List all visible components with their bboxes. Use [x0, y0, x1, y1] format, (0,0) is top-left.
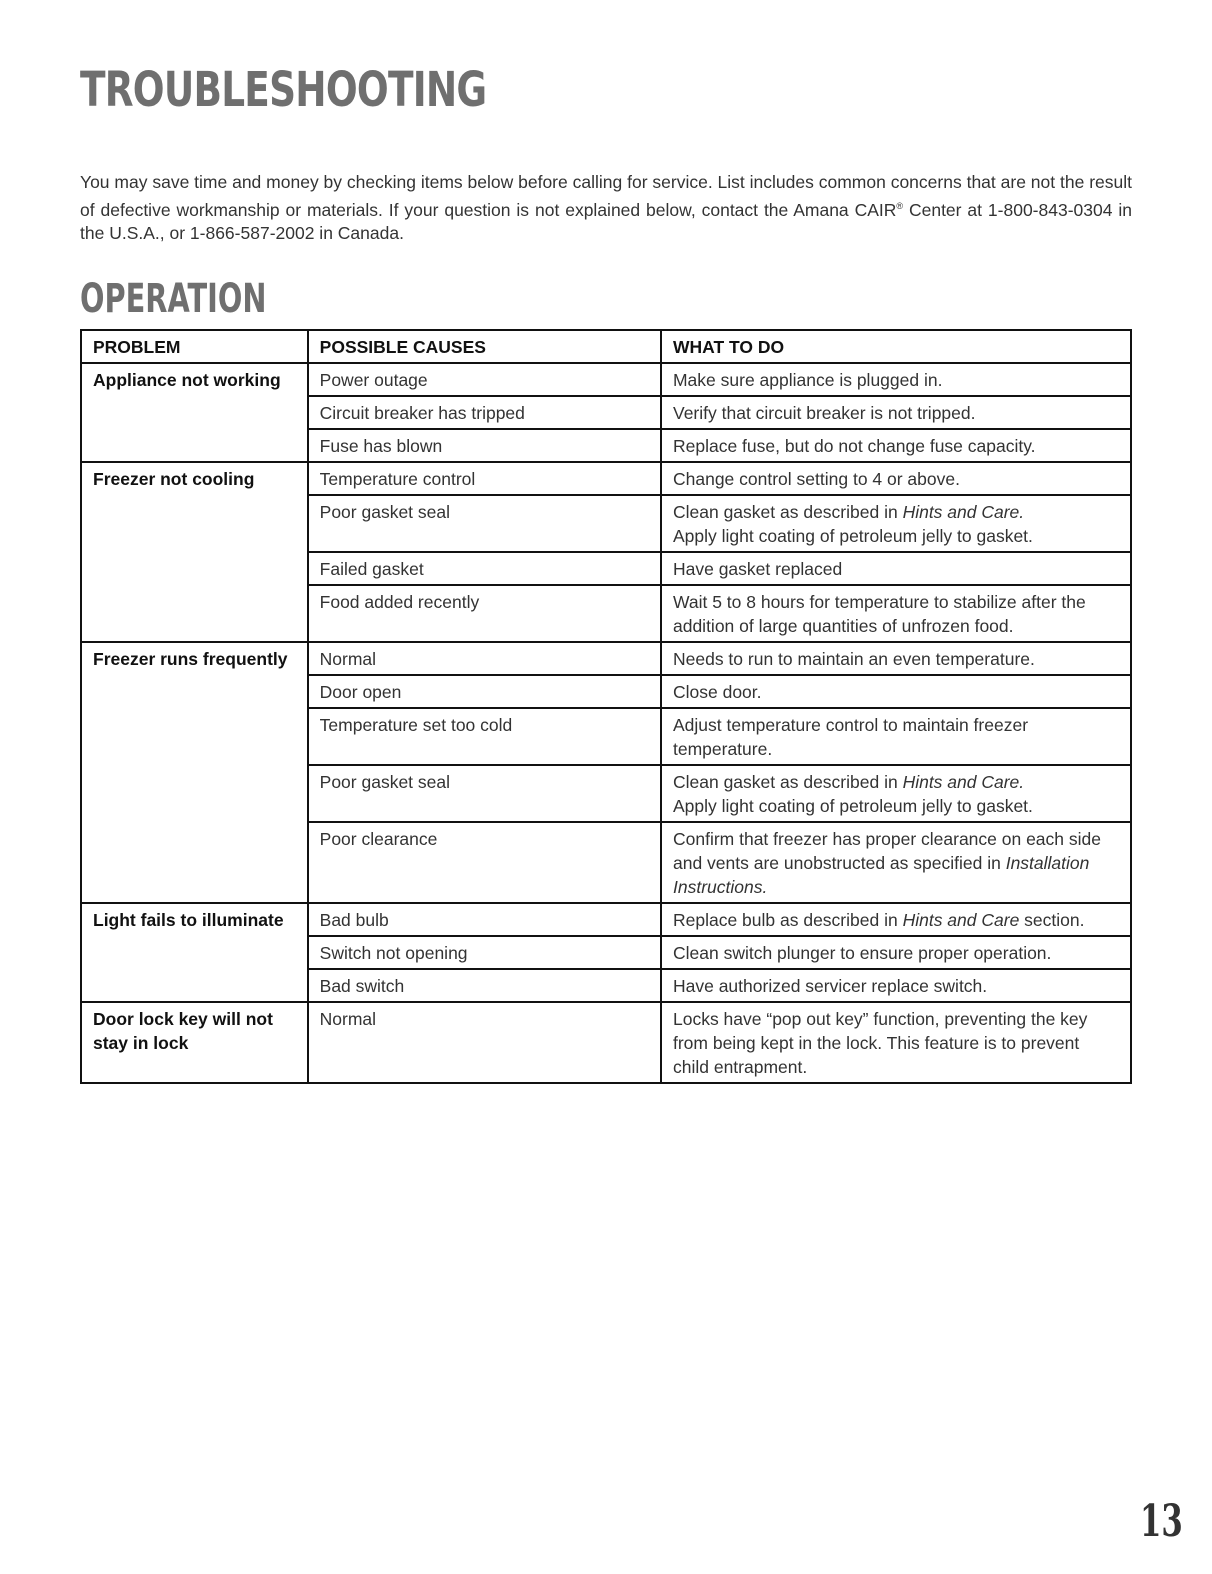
page-number: 13: [1140, 1496, 1183, 1547]
cause-cell: Failed gasket: [308, 552, 661, 585]
cause-cell: Normal: [308, 642, 661, 675]
what-to-do-cell: [661, 495, 1131, 552]
table-row: [81, 1002, 1131, 1083]
instruction-text: Have authorized servicer replace switch.: [672, 976, 988, 996]
instruction-text: Make sure appliance is plugged in.: [672, 370, 943, 390]
table-row: [81, 462, 1131, 495]
instruction-text: Clean gasket as described in: [672, 772, 903, 792]
problem-cell: Freezer not cooling: [81, 462, 308, 642]
table-body: [81, 363, 1131, 1083]
reference-text: Hints and Care.: [902, 772, 1025, 792]
cause-cell: Poor clearance: [308, 822, 661, 903]
intro-text-contact: Center at 1-800-843-0304 in the U.S.A., or 1-866-587-2002 in Canada.: [80, 199, 1133, 243]
cause-cell: Bad switch: [308, 969, 661, 1002]
reference-text: Hints and Care.: [902, 502, 1025, 522]
instruction-text: Verify that circuit breaker is not tripped.: [672, 403, 976, 423]
page-title: TROUBLESHOOTING: [80, 62, 487, 118]
what-to-do-cell: [661, 396, 1131, 429]
instruction-text: Have gasket replaced: [672, 559, 843, 579]
instruction-text: Replace bulb as described in: [672, 910, 903, 930]
what-to-do-cell: [661, 462, 1131, 495]
cause-cell: Normal: [308, 1002, 661, 1083]
cause-cell: Temperature set too cold: [308, 708, 661, 765]
cause-cell: Fuse has blown: [308, 429, 661, 462]
cause-cell: Power outage: [308, 363, 661, 396]
cause-cell: Food added recently: [308, 585, 661, 642]
table-header-row: [81, 330, 1131, 363]
instruction-text: Apply light coating of petroleum jelly to gasket.: [672, 796, 1033, 816]
instruction-text: Confirm that freezer has proper clearance on each side and vents are unobstructed as specified in: [672, 829, 1101, 873]
instruction-text: Clean gasket as described in: [672, 502, 903, 522]
what-to-do-cell: [661, 708, 1131, 765]
problem-cell: Appliance not working: [81, 363, 308, 462]
header-what-to-do: WHAT TO DO: [661, 330, 1131, 363]
instruction-text: Close door.: [672, 682, 762, 702]
what-to-do-cell: [661, 675, 1131, 708]
what-to-do-cell: [661, 822, 1131, 903]
what-to-do-cell: [661, 936, 1131, 969]
instruction-text: Needs to run to maintain an even temperature.: [672, 649, 1035, 669]
cause-cell: Temperature control: [308, 462, 661, 495]
what-to-do-cell: [661, 642, 1131, 675]
instruction-text: Wait 5 to 8 hours for temperature to stabilize after the addition of large quantities of unfrozen food.: [672, 592, 1086, 636]
what-to-do-cell: [661, 903, 1131, 936]
intro-text: You may save time and money by checking items below before calling for service. List includes common concerns that are not the result of defective workmanship or materials. If your question is not explained below, contact the Amana CAIR: [80, 172, 1132, 220]
what-to-do-cell: [661, 969, 1131, 1002]
cause-cell: Door open: [308, 675, 661, 708]
instruction-text: Replace fuse, but do not change fuse capacity.: [672, 436, 1036, 456]
cause-cell: Circuit breaker has tripped: [308, 396, 661, 429]
instruction-text: Apply light coating of petroleum jelly to gasket.: [672, 526, 1033, 546]
cause-cell: Switch not opening: [308, 936, 661, 969]
what-to-do-cell: [661, 552, 1131, 585]
what-to-do-cell: [661, 585, 1131, 642]
instruction-text: Adjust temperature control to maintain freezer temperature.: [672, 715, 1029, 759]
instruction-text: section.: [1019, 910, 1085, 930]
table-row: [81, 903, 1131, 936]
cause-cell: Poor gasket seal: [308, 765, 661, 822]
instruction-text: Clean switch plunger to ensure proper operation.: [672, 943, 1052, 963]
what-to-do-cell: [661, 765, 1131, 822]
cause-cell: Poor gasket seal: [308, 495, 661, 552]
reference-text: Installation Instructions.: [672, 853, 1090, 897]
section-title: OPERATION: [80, 276, 267, 322]
table-row: [81, 363, 1131, 396]
problem-cell: Door lock key will not stay in lock: [81, 1002, 308, 1083]
table-row: [81, 642, 1131, 675]
problem-cell: Light fails to illuminate: [81, 903, 308, 1002]
header-possible-causes: POSSIBLE CAUSES: [308, 330, 661, 363]
what-to-do-cell: [661, 1002, 1131, 1083]
instruction-text: Change control setting to 4 or above.: [672, 469, 960, 489]
what-to-do-cell: [661, 363, 1131, 396]
problem-cell: Freezer runs frequently: [81, 642, 308, 903]
intro-paragraph: [80, 171, 1132, 245]
cause-cell: Bad bulb: [308, 903, 661, 936]
reference-text: Hints and Care: [902, 910, 1020, 930]
instruction-text: Locks have “pop out key” function, preventing the key from being kept in the lock. This feature is to prevent child entrapment.: [672, 1009, 1088, 1077]
troubleshooting-table: [80, 329, 1132, 1084]
registered-mark: ®: [896, 200, 904, 211]
what-to-do-cell: [661, 429, 1131, 462]
header-problem: PROBLEM: [81, 330, 308, 363]
